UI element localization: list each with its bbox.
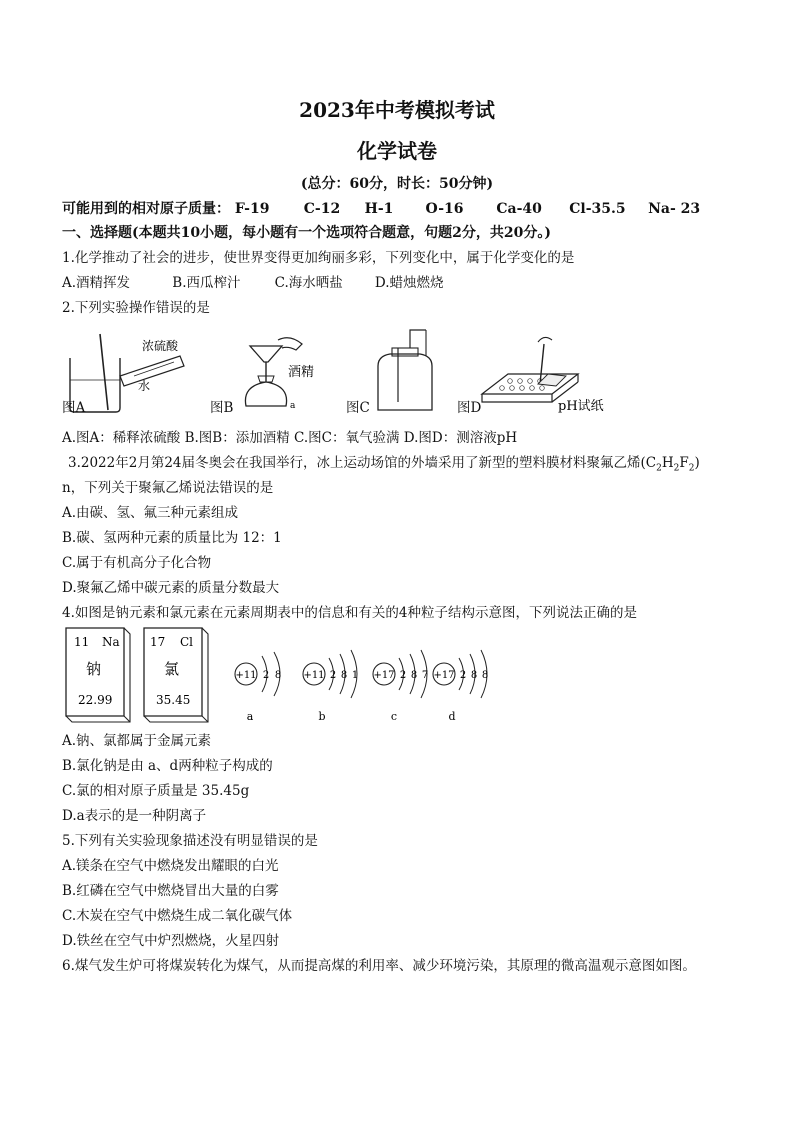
- score-info: (总分：60分，时长：50分钟): [300, 176, 494, 192]
- particle-d: [430, 648, 496, 722]
- q5-option-a: A.镁条在空气中燃烧发出耀眼的白光: [62, 858, 279, 874]
- atomic-mass-label: 可能用到的相对原子质量：: [62, 201, 230, 217]
- question-6-stem: 6.煤气发生炉可将煤炭转化为煤气，从而提高煤的利用率、减少环境污染，其原理的微高温观示意图如图。: [62, 958, 696, 974]
- q3-formula-f: F: [679, 455, 689, 471]
- figure-a-caption: 图A: [62, 400, 86, 416]
- q3-formula-h: H: [661, 455, 674, 471]
- label-alcohol: 酒精: [288, 365, 315, 380]
- q5-option-b: B.红磷在空气中燃烧冒出大量的白雾: [62, 883, 279, 899]
- section-heading: 一、选择题(本题共10小题，每小题有一个选项符合题意，句题2分，共20分。): [62, 225, 551, 241]
- atomic-mass-item: F-19: [234, 201, 270, 217]
- q4-option-c: C.氯的相对原子质量是 35.45g: [62, 783, 250, 799]
- q3-option-a: A.由碳、氢、氟三种元素组成: [62, 505, 239, 521]
- subject-title: 化学试卷: [357, 139, 437, 163]
- q5-option-c: C.木炭在空气中燃烧生成二氧化碳气体: [62, 908, 293, 924]
- q4-option-a: A.钠、氯都属于金属元素: [62, 733, 212, 749]
- cl-symbol: Cl: [180, 635, 194, 649]
- particle-label: c: [390, 710, 398, 722]
- q4-option-d: D.a表示的是一种阴离子: [62, 808, 207, 824]
- label-a: a: [290, 401, 296, 411]
- na-symbol: Na: [102, 635, 120, 649]
- shell: 1: [351, 670, 359, 681]
- atomic-mass-item: C-12: [303, 201, 341, 217]
- shell: 8: [470, 670, 478, 681]
- option-c: C.海水晒盐: [274, 275, 343, 291]
- label-acid: 浓硫酸: [142, 339, 179, 353]
- question-3-stem-line2: n，下列关于聚氟乙烯说法错误的是: [62, 480, 274, 496]
- sodium-card: [62, 624, 134, 724]
- exam-title: 2023年中考模拟考试: [299, 98, 495, 122]
- figure-d-caption: 图D: [457, 400, 482, 416]
- question-5-stem: 5.下列有关实验现象描述没有明显错误的是: [62, 833, 318, 849]
- cl-number: 17: [150, 635, 166, 649]
- atomic-mass-item: Ca-40: [496, 201, 542, 217]
- particle-a: [232, 648, 294, 722]
- q3-option-b: B.碳、氢两种元素的质量比为 12：1: [62, 530, 282, 546]
- figure-c-caption: 图C: [346, 400, 370, 416]
- label-ph-paper: pH试纸: [558, 399, 604, 414]
- atomic-mass-item: O-16: [425, 201, 464, 217]
- option-b: B.西瓜榨汁: [172, 275, 241, 291]
- nucleus: +11: [303, 670, 325, 681]
- q3-sub-3: 2: [688, 463, 695, 474]
- particle-b: [302, 648, 366, 722]
- shell: 8: [410, 670, 418, 681]
- figure-b-caption: 图B: [210, 400, 234, 416]
- atomic-mass-line: [62, 200, 700, 218]
- shell: 2: [329, 670, 337, 681]
- question-3-stem-line1: [68, 455, 700, 477]
- question-2-stem: 2.下列实验操作错误的是: [62, 300, 210, 316]
- q4-option-b: B.氯化钠是由 a、d两种粒子构成的: [62, 758, 273, 774]
- q3-formula-close: ): [694, 455, 700, 471]
- q3-sub-1: 2: [656, 463, 662, 474]
- atomic-mass-item: Na- 23: [648, 201, 701, 217]
- question-2-options: A.图A：稀释浓硫酸 B.图B：添加酒精 C.图C：氧气验满 D.图D：测溶液pH: [62, 430, 518, 446]
- nucleus: +17: [433, 670, 455, 681]
- label-water: 水: [138, 379, 151, 393]
- cl-name: 氯: [164, 660, 180, 678]
- option-a: A.酒精挥发: [62, 275, 131, 291]
- particle-label: d: [448, 710, 456, 722]
- atomic-mass-item: H-1: [364, 201, 394, 217]
- figure-d-ph-test: [478, 330, 628, 416]
- particle-label: b: [318, 710, 326, 722]
- q3-sub-2: 2: [673, 463, 680, 474]
- question-4-stem: 4.如图是钠元素和氯元素在元素周期表中的信息和有关的4种粒子结构示意图，下列说法正确的是: [62, 605, 637, 621]
- na-number: 11: [74, 635, 90, 649]
- shell: 7: [421, 670, 429, 681]
- q3-option-d: D.聚氟乙烯中碳元素的质量分数最大: [62, 580, 280, 596]
- shell: 2: [459, 670, 467, 681]
- q3-stem-text: 3.2022年2月第24届冬奥会在我国举行，冰上运动场馆的外墙采用了新型的塑料膜材料聚氟乙烯(C: [68, 455, 657, 471]
- cl-mass: 35.45: [156, 693, 191, 707]
- particle-label: a: [246, 710, 254, 722]
- figure-b-add-alcohol: [232, 336, 342, 412]
- shell: 8: [481, 670, 489, 681]
- nucleus: +17: [373, 670, 395, 681]
- shell: 8: [340, 670, 348, 681]
- question-1-options: [62, 275, 444, 291]
- shell: 2: [262, 670, 270, 681]
- question-1-stem: 1.化学推动了社会的进步，使世界变得更加绚丽多彩，下列变化中，属于化学变化的是: [62, 250, 575, 266]
- q3-option-c: C.属于有机高分子化合物: [62, 555, 212, 571]
- shell: 2: [399, 670, 407, 681]
- nucleus: +11: [235, 670, 257, 681]
- particle-c: [372, 648, 436, 722]
- na-name: 钠: [86, 660, 102, 678]
- shell: 8: [274, 670, 282, 681]
- na-mass: 22.99: [78, 693, 113, 707]
- q5-option-d: D.铁丝在空气中炉烈燃烧，火星四射: [62, 933, 280, 949]
- atomic-mass-item: Cl-35.5: [569, 201, 626, 217]
- option-d: D.蜡烛燃烧: [374, 275, 444, 291]
- figure-c-oxygen-test: [370, 326, 440, 414]
- chlorine-card: [140, 624, 212, 724]
